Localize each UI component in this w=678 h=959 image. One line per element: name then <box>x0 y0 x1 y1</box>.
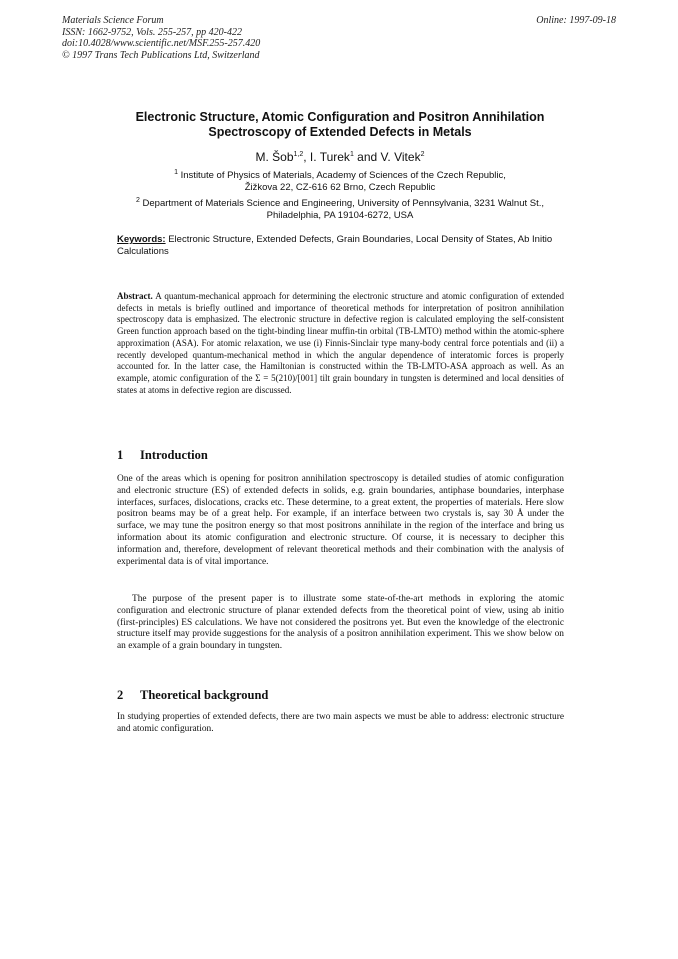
author-2-affiliation: 1 <box>349 151 354 158</box>
section-1-title: Introduction <box>140 448 208 462</box>
author-3: and V. Vitek <box>353 150 421 164</box>
section-2-title: Theoretical background <box>140 688 269 702</box>
affiliation-2-line-2: Philadelphia, PA 19104-6272, USA <box>266 209 414 221</box>
journal-header <box>62 15 260 61</box>
author-list <box>100 150 580 164</box>
journal-issn: ISSN: 1662-9752, Vols. 255-257, pp 420-422 <box>62 26 242 38</box>
title-line-2: Spectroscopy of Extended Defects in Metals <box>208 125 472 139</box>
keywords <box>117 234 567 257</box>
author-3-affiliation: 2 <box>420 151 425 158</box>
keywords-text: Electronic Structure, Extended Defects, Grain Boundaries, Local Density of States, Ab Initio Calculations <box>117 234 553 257</box>
theoretical-background-paragraph-1: In studying properties of extended defects, there are two main aspects we must be able to address: electronic structure and atomic configuration. <box>117 712 564 734</box>
affiliation-1-marker: 1 <box>174 168 178 176</box>
section-1-number: 1 <box>117 448 124 462</box>
affiliation-2-marker: 2 <box>135 196 140 204</box>
affiliation-2-line-1: Department of Materials Science and Engineering, University of Pennsylvania, 3231 Walnut St., <box>139 198 545 209</box>
author-1-affiliation: 1,2 <box>293 151 304 158</box>
section-heading-introduction <box>117 448 208 463</box>
affiliation-1 <box>100 170 580 193</box>
author-1: M. Šob <box>255 150 294 164</box>
keywords-label: Keywords: <box>117 234 166 245</box>
abstract-text: A quantum-mechanical approach for determining the electronic structure and atomic configuration of extended defects in metals is briefly outlined and importance of theoretical methods for interpretation of positron annihilation spectroscopy data is emphasized. The electronic structure in defective region is calculated employing the self-consistent Green function approach based on the tight-binding linear muffin-tin orbital (TB-LMTO) method within the atomic-sphere approximation (ASA). For atomic relaxation, we use (i) Finnis-Sinclair type many-body central force potentials and (ii) a recently developed quantum-mechanical method in which the angular dependence of interatomic forces is properly accounted for. In the latter case, the Hamiltonian is constructed within the TB-LMTO-ASA approach as well. As an example, atomic configuration of the Σ = 5(210)/[001] tilt grain boundary in tungsten is determined and local densities of states at atoms in defective region are discussed. <box>117 291 564 395</box>
paper-title <box>100 110 580 140</box>
affiliation-2 <box>100 198 580 221</box>
abstract <box>117 291 564 396</box>
section-heading-theoretical-background <box>117 688 268 703</box>
abstract-label: Abstract. <box>117 291 153 301</box>
section-2-number: 2 <box>117 688 124 702</box>
journal-copyright: © 1997 Trans Tech Publications Ltd, Switzerland <box>62 49 260 61</box>
affiliation-1-line-2: Žižkova 22, CZ-616 62 Brno, Czech Republic <box>244 181 436 193</box>
journal-name: Materials Science Forum <box>62 15 164 26</box>
author-2: , I. Turek <box>303 150 350 164</box>
title-line-1: Electronic Structure, Atomic Configuration and Positron Annihilation <box>135 110 545 124</box>
introduction-paragraph-2: The purpose of the present paper is to illustrate some state-of-the-art methods in exploring the atomic configuration and electronic structure of planar extended defects from the theoretical point of view, using ab initio (first-principles) ES calculations. We have not considered the positrons yet. But even the knowledge of the electronic structure itself may provide suggestions for the analysis of a positron annihilation experiment. This we show below on an example of a grain boundary in tungsten. <box>117 594 564 652</box>
affiliation-1-line-1: Institute of Physics of Materials, Academy of Sciences of the Czech Republic, <box>178 170 506 181</box>
introduction-paragraph-1: One of the areas which is opening for positron annihilation spectroscopy is detailed studies of atomic configuration and electronic structure (ES) of extended defects in solids, e.g. grain boundaries, antiphase boundaries, interphase interfaces, surfaces, dislocations, cracks etc. These determine, to a great extent, the properties of materials. Here slow positron beams may be of a great help. For example, if an interface between two crystals is, say 30 Å under the surface, we may tune the positron energy so that most positrons annihilate in the region of the interface and bring us information about its atomic configuration and electronic structure. Of course, it is necessary to decipher this information and, therefore, development of relevant theoretical methods and their combination with the analysis of experimental data is of vital importance. <box>117 474 564 567</box>
online-date: Online: 1997-09-18 <box>536 15 616 26</box>
journal-doi: doi:10.4028/www.scientific.net/MSF.255-257.420 <box>62 38 261 49</box>
